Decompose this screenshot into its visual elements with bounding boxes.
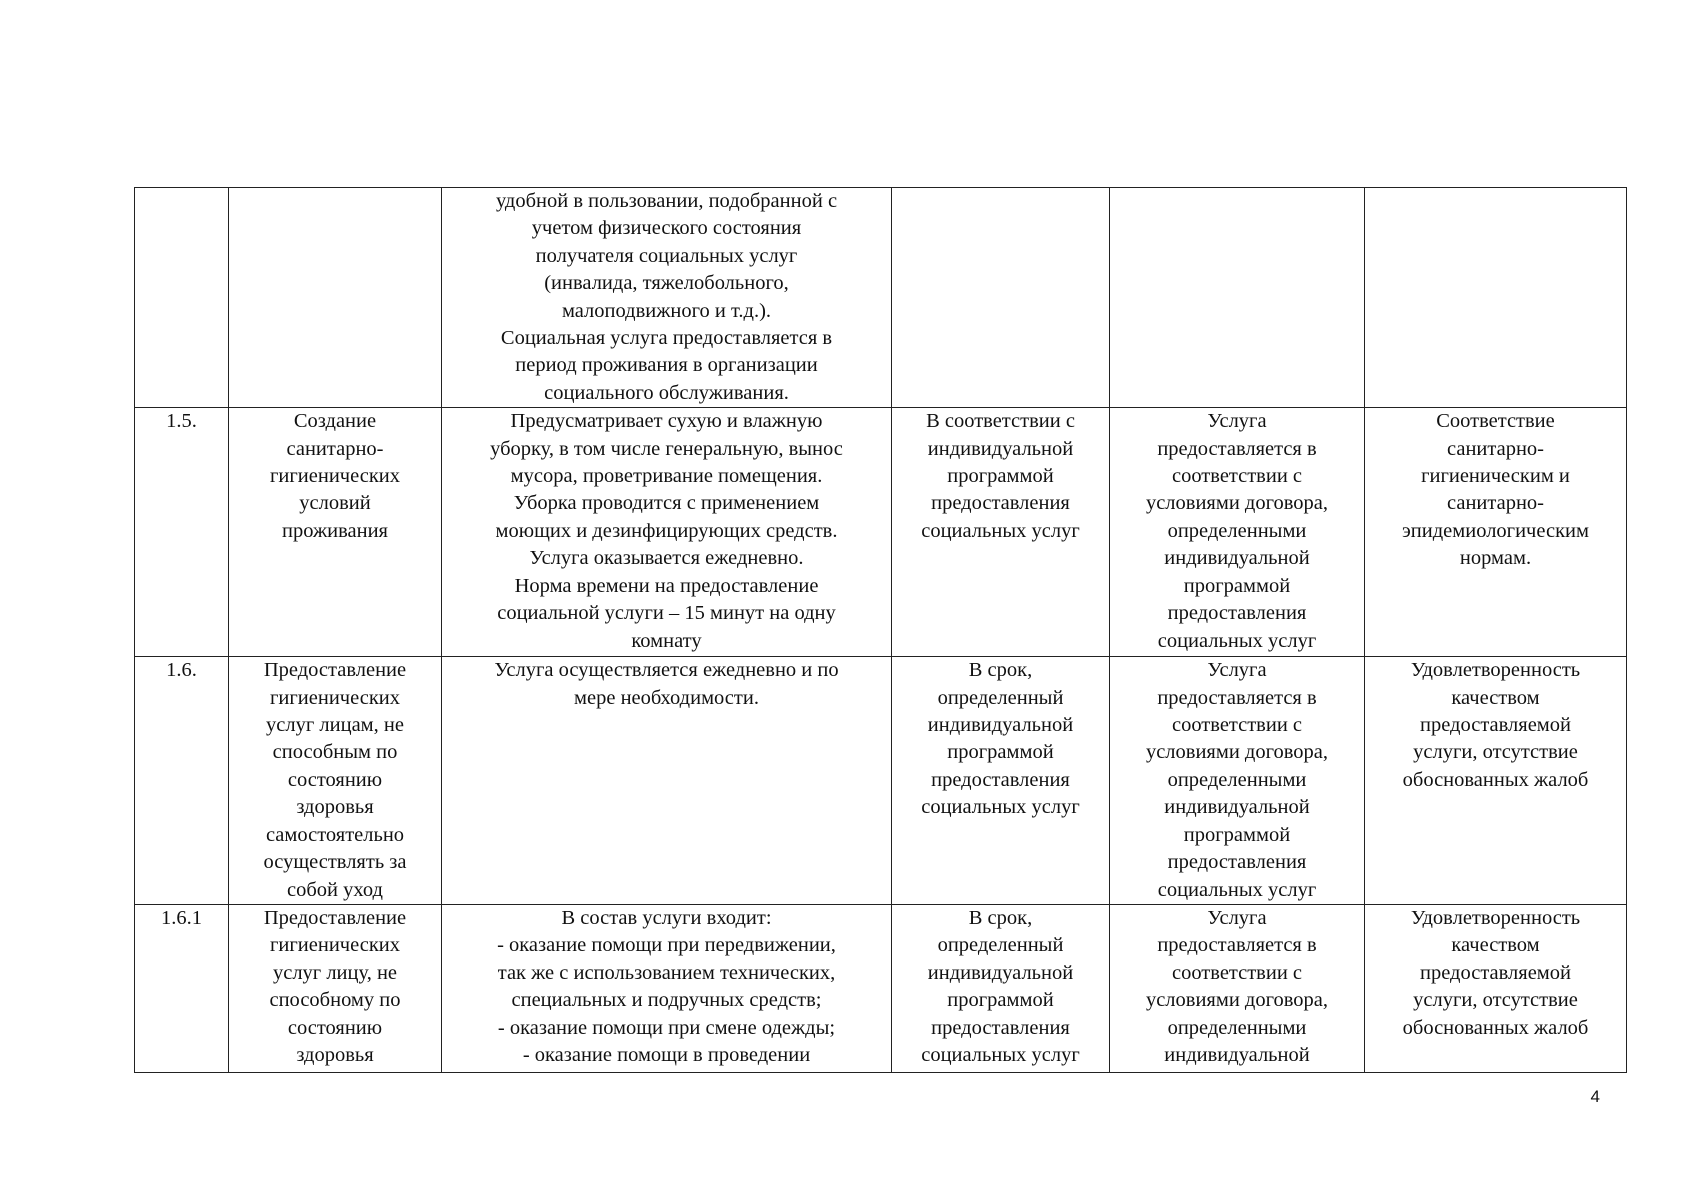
cell-line: В состав услуги входит:	[561, 906, 772, 929]
cell-line: проживания	[282, 519, 388, 542]
cell-line: определенными	[1167, 1016, 1307, 1039]
cell-service-conditions	[1110, 904, 1365, 1072]
cell-line: Услуга	[1207, 410, 1267, 433]
cell-line: определенный	[937, 686, 1064, 709]
cell-line: предоставляется в	[1157, 437, 1317, 460]
cell-line: услуги, отсутствие	[1413, 741, 1578, 764]
cell-service-conditions	[1110, 408, 1365, 657]
cell-service-name	[229, 188, 442, 408]
cell-line: самостоятельно	[265, 823, 405, 846]
cell-number: 1.5.	[135, 408, 229, 657]
table-row	[135, 657, 1627, 905]
cell-service-description	[442, 657, 892, 905]
cell-quality-indicators	[1365, 408, 1627, 657]
cell-line: санитарно-	[1447, 492, 1544, 515]
cell-line: индивидуальной	[1164, 796, 1310, 819]
cell-line: Предоставление	[263, 906, 407, 929]
cell-line: предоставления	[1167, 851, 1307, 874]
cell-line: получателя социальных услуг	[535, 244, 798, 267]
cell-line: эпидемиологическим	[1402, 519, 1589, 542]
cell-line: соответствии с	[1171, 961, 1303, 984]
cell-line: Предусматривает сухую и влажную	[510, 410, 823, 433]
cell-line: учетом физического состояния	[531, 217, 802, 240]
cell-service-description	[442, 904, 892, 1072]
cell-line: здоровья	[296, 796, 374, 819]
cell-line: предоставления	[1167, 602, 1307, 625]
cell-line: программой	[947, 741, 1054, 764]
cell-line: осуществлять за	[263, 851, 407, 874]
services-table	[134, 187, 1627, 1073]
cell-line: обоснованных жалоб	[1402, 1016, 1589, 1039]
cell-line: комнату	[631, 629, 702, 652]
cell-line: гигиенических	[270, 465, 400, 488]
cell-line: Социальная услуга предоставляется в	[500, 327, 833, 350]
cell-line: Уборка проводится с применением	[513, 492, 820, 515]
cell-line: предоставляемой	[1419, 714, 1571, 737]
cell-line: предоставления	[931, 768, 1070, 791]
cell-line: состоянию	[287, 1016, 383, 1039]
table-row	[135, 408, 1627, 657]
cell-line: соответствии с	[1171, 714, 1303, 737]
cell-line: Удовлетворенность	[1410, 659, 1581, 682]
cell-line: В соответствии с	[926, 410, 1075, 433]
cell-service-term	[892, 657, 1110, 905]
cell-line: специальных и подручных средств;	[511, 989, 822, 1012]
cell-line: качеством	[1451, 686, 1540, 709]
cell-line: уборку, в том числе генеральную, вынос	[490, 437, 843, 460]
cell-line: здоровья	[296, 1043, 374, 1066]
cell-line: Создание	[293, 410, 377, 433]
cell-line: соответствии с	[1171, 465, 1303, 488]
cell-line: предоставляемой	[1419, 961, 1571, 984]
cell-line: гигиенических	[270, 934, 400, 957]
cell-line: определенный	[937, 934, 1064, 957]
cell-service-term	[892, 904, 1110, 1072]
cell-line: предоставляется в	[1157, 686, 1317, 709]
cell-line: программой	[1183, 823, 1291, 846]
cell-line: гигиенических	[270, 686, 400, 709]
cell-line: период проживания в организации	[515, 354, 818, 377]
cell-line: программой	[947, 989, 1054, 1012]
cell-line: условий	[299, 492, 371, 515]
cell-line: услуг лицу, не	[272, 961, 398, 984]
cell-line: так же с использованием технических,	[497, 961, 836, 984]
cell-line: условиями договора,	[1145, 741, 1329, 764]
table-row	[135, 904, 1627, 1072]
cell-service-description	[442, 188, 892, 408]
cell-quality-indicators	[1365, 904, 1627, 1072]
cell-line: определенными	[1167, 519, 1307, 542]
cell-line: - оказание помощи при передвижении,	[497, 934, 836, 957]
cell-service-term	[892, 408, 1110, 657]
cell-line: - оказание помощи при смене одежды;	[497, 1016, 836, 1039]
cell-number: 1.6.1	[135, 904, 229, 1072]
cell-line: состоянию	[287, 768, 383, 791]
cell-quality-indicators	[1365, 657, 1627, 905]
cell-line: предоставления	[931, 1016, 1070, 1039]
cell-line: обоснованных жалоб	[1402, 768, 1589, 791]
cell-line: Удовлетворенность	[1410, 906, 1581, 929]
cell-line: индивидуальной	[927, 961, 1074, 984]
cell-line: социальных услуг	[1157, 878, 1317, 901]
cell-line: определенными	[1167, 768, 1307, 791]
cell-line: социальных услуг	[921, 519, 1080, 542]
cell-line: условиями договора,	[1145, 989, 1329, 1012]
cell-service-conditions	[1110, 188, 1365, 408]
cell-line: индивидуальной	[927, 437, 1074, 460]
page-number: 4	[1590, 1087, 1600, 1106]
cell-line: Норма времени на предоставление	[514, 574, 819, 597]
cell-line: социального обслуживания.	[544, 381, 789, 404]
cell-line: Соответствие	[1436, 410, 1555, 433]
cell-line: программой	[947, 465, 1054, 488]
cell-line: малоподвижного и т.д.).	[561, 299, 772, 322]
cell-line: условиями договора,	[1145, 492, 1329, 515]
cell-number: 1.6.	[135, 657, 229, 905]
cell-line: Предоставление	[263, 659, 407, 682]
cell-line: Услуга оказывается ежедневно.	[529, 547, 804, 570]
cell-service-name	[229, 904, 442, 1072]
cell-line: качеством	[1451, 934, 1540, 957]
cell-line: программой	[1183, 574, 1291, 597]
cell-service-name	[229, 408, 442, 657]
cell-line: удобной в пользовании, подобранной с	[495, 190, 838, 212]
cell-service-conditions	[1110, 657, 1365, 905]
table-body	[135, 188, 1627, 1073]
cell-line: санитарно-	[1447, 437, 1544, 460]
cell-service-term	[892, 188, 1110, 408]
cell-line: предоставляется в	[1157, 934, 1317, 957]
cell-line: моющих и дезинфицирующих средств.	[495, 519, 838, 542]
cell-line: нормам.	[1459, 547, 1532, 570]
cell-line: способному по	[269, 989, 401, 1012]
cell-line: социальных услуг	[921, 1043, 1080, 1066]
cell-line: социальных услуг	[921, 796, 1080, 819]
cell-line: мере необходимости.	[574, 686, 759, 709]
cell-line: индивидуальной	[1164, 1043, 1310, 1066]
cell-quality-indicators	[1365, 188, 1627, 408]
cell-line: социальной услуги – 15 минут на одну	[497, 602, 836, 625]
cell-line: услуги, отсутствие	[1413, 989, 1578, 1012]
cell-line: мусора, проветривание помещения.	[510, 465, 823, 488]
cell-line: В срок,	[968, 906, 1033, 929]
cell-line: собой уход	[287, 878, 383, 901]
cell-line: социальных услуг	[1157, 629, 1317, 652]
cell-line: Услуга	[1207, 659, 1267, 682]
cell-line: Услуга	[1207, 906, 1267, 929]
cell-line: услуг лицам, не	[266, 714, 404, 737]
cell-line: - оказание помощи в проведении	[522, 1043, 811, 1066]
cell-line: индивидуальной	[1164, 547, 1310, 570]
cell-number	[135, 188, 229, 408]
cell-service-description	[442, 408, 892, 657]
cell-service-name	[229, 657, 442, 905]
cell-line: индивидуальной	[927, 714, 1074, 737]
table-row	[135, 188, 1627, 408]
cell-line: санитарно-	[286, 437, 384, 460]
cell-line: способным по	[272, 741, 398, 764]
cell-line: В срок,	[968, 659, 1033, 682]
cell-line: предоставления	[931, 492, 1070, 515]
cell-line: Услуга осуществляется ежедневно и по	[494, 659, 839, 682]
cell-line: гигиеническим и	[1421, 465, 1570, 488]
cell-line: (инвалида, тяжелобольного,	[544, 272, 789, 295]
